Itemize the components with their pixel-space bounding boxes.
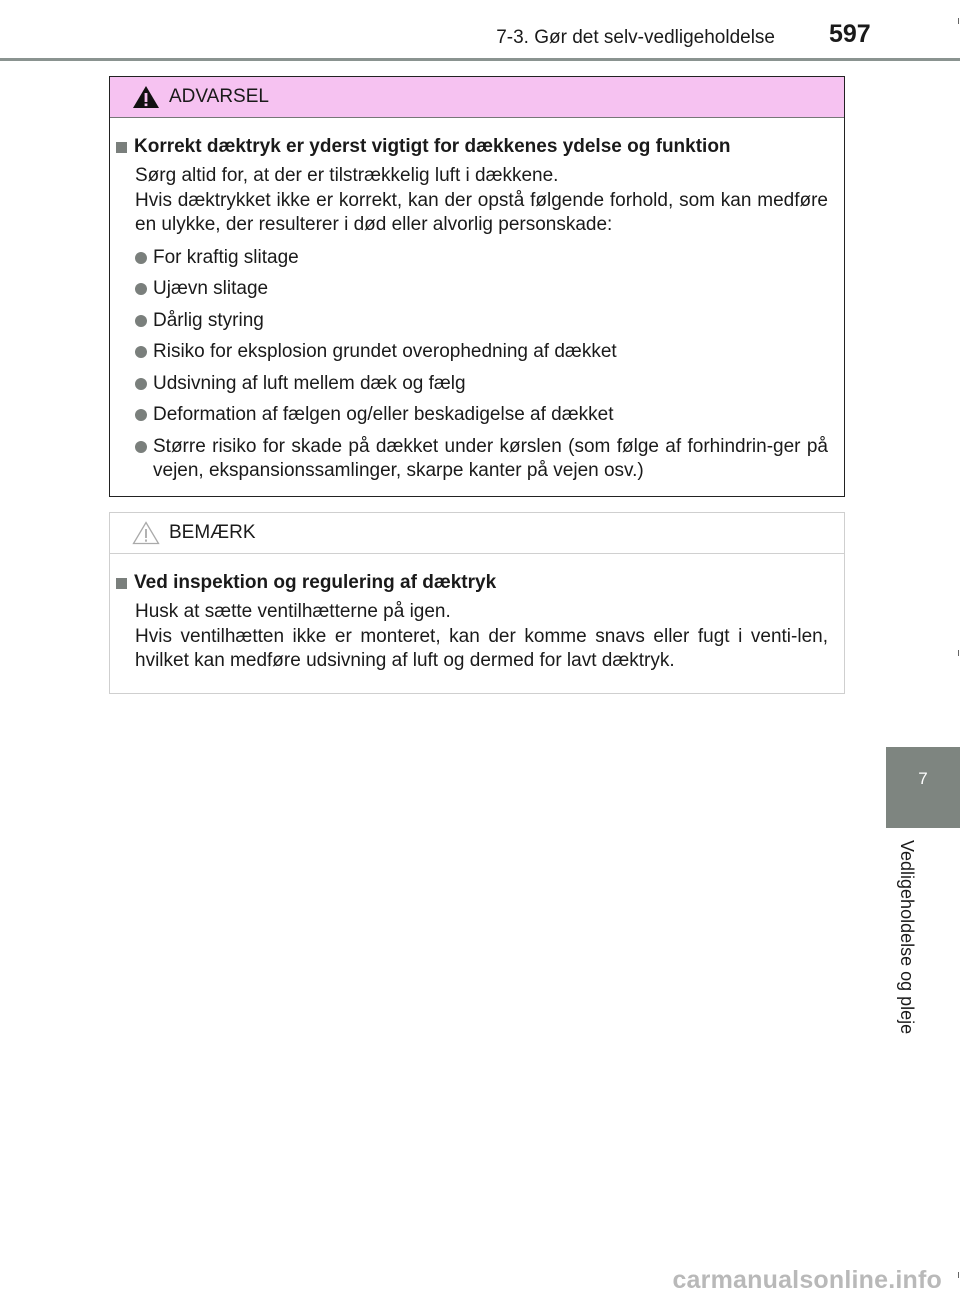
bullet-dot-icon xyxy=(135,346,147,358)
caution-triangle-outline-icon xyxy=(132,521,160,545)
notice-paragraph: Husk at sætte ventilhætterne på igen. xyxy=(135,601,451,622)
warning-box-body xyxy=(110,118,844,484)
notice-box xyxy=(109,512,845,694)
square-bullet-icon xyxy=(116,578,127,589)
warning-triangle-icon xyxy=(132,85,160,109)
notice-box-header xyxy=(110,513,844,554)
crop-mark xyxy=(958,650,959,656)
bullet-dot-icon xyxy=(135,315,147,327)
bullet-dot-icon xyxy=(135,409,147,421)
notice-label: BEMÆRK xyxy=(169,522,256,543)
notice-box-body xyxy=(110,554,844,674)
crop-mark xyxy=(958,1272,959,1278)
bullet-dot-icon xyxy=(135,283,147,295)
warning-bullet: Deformation af fælgen og/eller beskadigelse af dækket xyxy=(135,403,828,428)
crop-mark xyxy=(958,18,959,24)
chapter-tab-number: 7 xyxy=(918,769,928,788)
chapter-title: 7-3. Gør det selv-vedligeholdelse xyxy=(496,27,775,48)
warning-heading-text: Korrekt dæktryk er yderst vigtigt for dækkenes ydelse og funktion xyxy=(134,136,731,157)
warning-bullet: Risiko for eksplosion grundet overophedning af dækket xyxy=(135,340,828,365)
warning-paragraph: Sørg altid for, at der er tilstrækkelig luft i dækkene. xyxy=(135,165,559,186)
warning-paragraph: Hvis dæktrykket ikke er korrekt, kan der opstå følgende forhold, som kan medføre en ulykke, der resulterer i død eller alvorlig personskade: xyxy=(135,189,828,235)
bullet-dot-icon xyxy=(135,378,147,390)
notice-paragraph: Hvis ventilhætten ikke er monteret, kan der komme snavs eller fugt i venti-len, hvilket kan medføre udsivning af luft og dermed for lavt dæktryk. xyxy=(135,625,828,671)
warning-bullet: Ujævn slitage xyxy=(135,277,828,302)
warning-bullet: Dårlig styring xyxy=(135,309,828,334)
chapter-tab-label: Vedligeholdelse og pleje xyxy=(897,840,917,1035)
bullet-dot-icon xyxy=(135,441,147,453)
warning-heading xyxy=(116,134,828,160)
page-number: 597 xyxy=(829,20,871,48)
warning-bullet: Større risiko for skade på dækket under kørslen (som følge af forhindrin-ger på vejen, ekspansionssamlinger, skarpe kanter på vejen osv.) xyxy=(135,435,828,484)
notice-heading-text: Ved inspektion og regulering af dæktryk xyxy=(134,572,497,593)
warning-label: ADVARSEL xyxy=(169,86,269,107)
warning-bullet: Udsivning af luft mellem dæk og fælg xyxy=(135,372,828,397)
square-bullet-icon xyxy=(116,142,127,153)
warning-box xyxy=(109,76,845,497)
watermark: carmanualsonline.info xyxy=(672,1266,942,1294)
notice-heading xyxy=(116,570,828,596)
chapter-tab xyxy=(886,747,960,828)
bullet-dot-icon xyxy=(135,252,147,264)
warning-box-header xyxy=(110,77,844,118)
warning-bullet: For kraftig slitage xyxy=(135,246,828,271)
header-rule xyxy=(0,58,960,61)
